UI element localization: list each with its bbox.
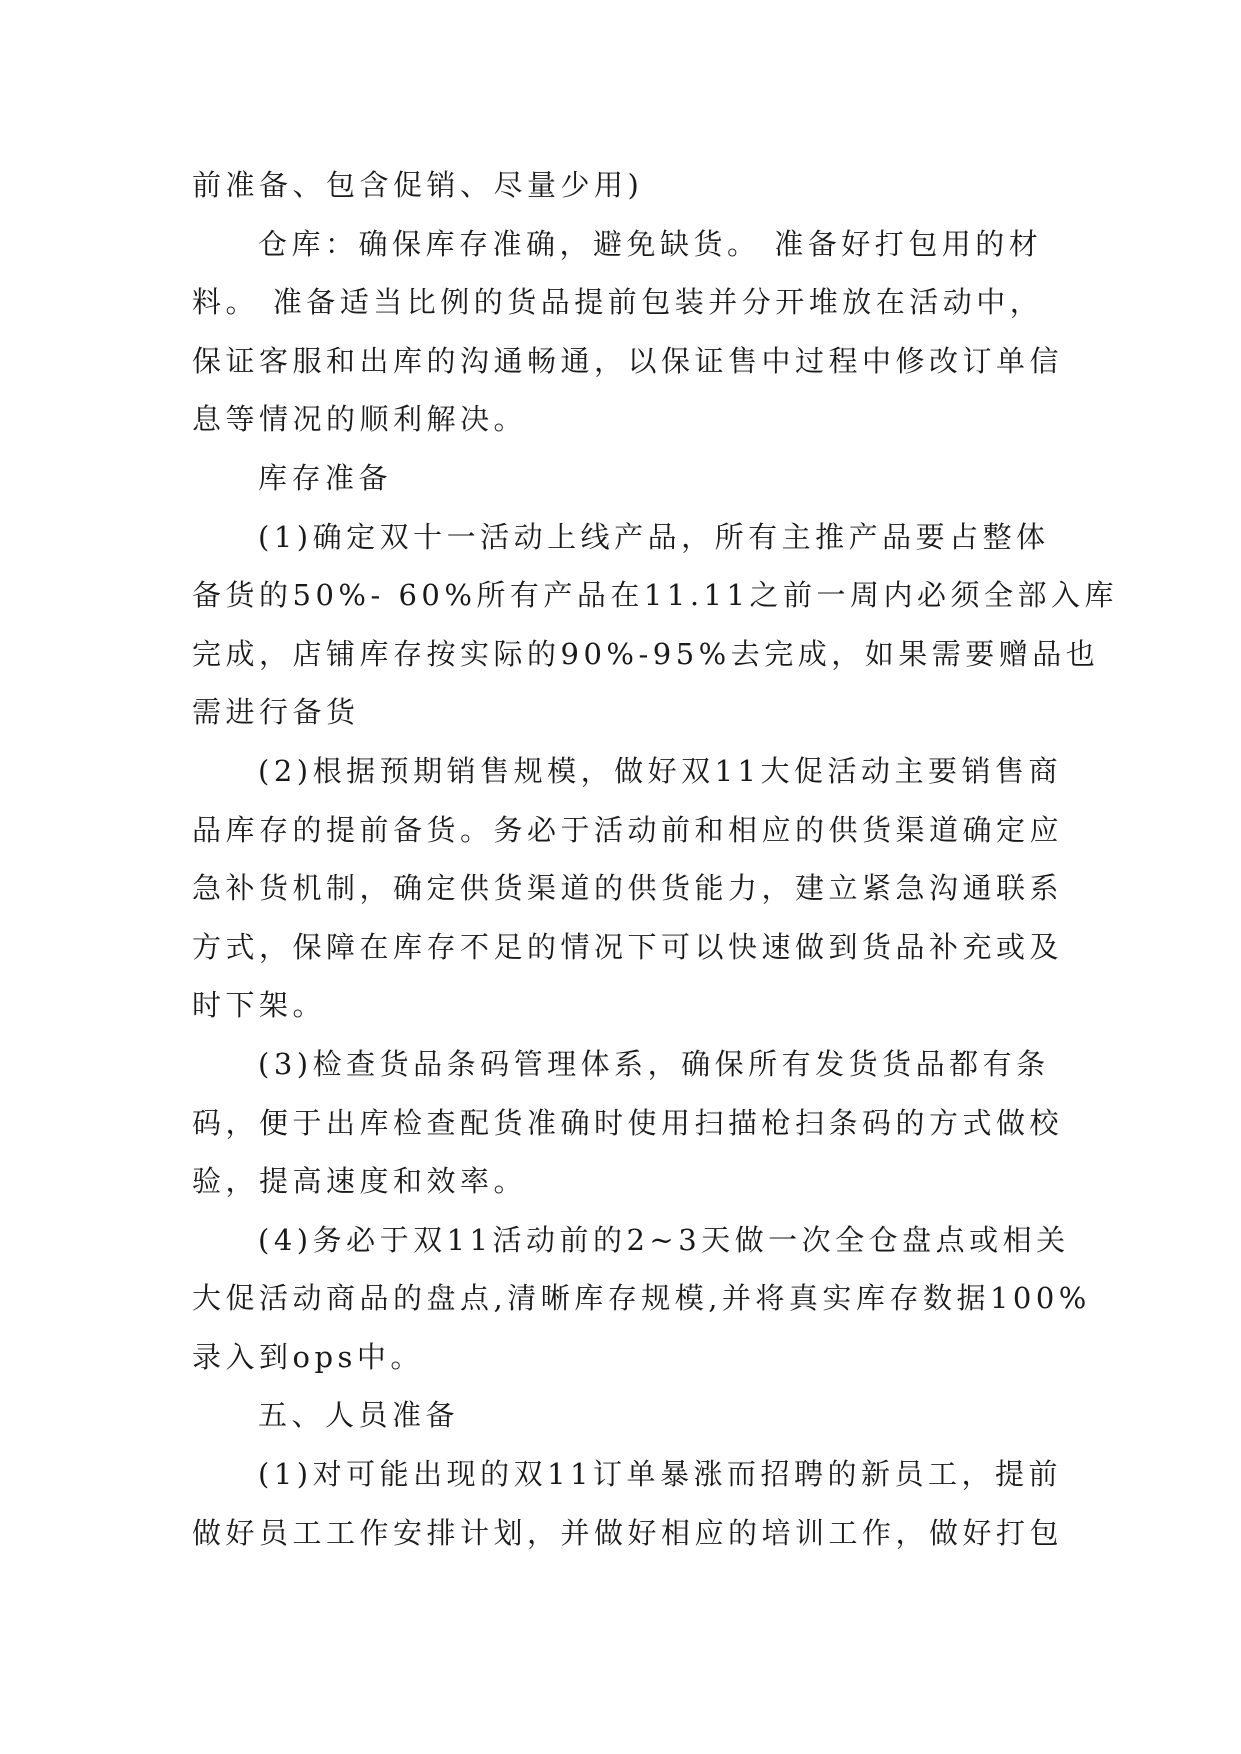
text-line: 备货的50%- 60%所有产品在11.11之前一周内必须全部入库 <box>192 578 1118 613</box>
text-line: (1)对可能出现的双11订单暴涨而招聘的新员工，提前 <box>258 1457 1062 1492</box>
text-line: 品库存的提前备货。务必于活动前和相应的供货渠道确定应 <box>192 812 1064 847</box>
text-line: (4)务必于双11活动前的2~3天做一次全仓盘点或相关 <box>258 1222 1070 1257</box>
text-line: (2)根据预期销售规模，做好双11大促活动主要销售商 <box>258 753 1062 788</box>
section-heading: 库存准备 <box>258 460 393 495</box>
text-line: 码，便于出库检查配货准确时使用扫描枪扫条码的方式做校 <box>192 1105 1064 1140</box>
text-line: 急补货机制，确定供货渠道的供货能力，建立紧急沟通联系 <box>192 871 1064 906</box>
text-line: 息等情况的顺利解决。 <box>192 402 528 437</box>
text-line: (1)确定双十一活动上线产品，所有主推产品要占整体 <box>258 519 1050 554</box>
text-line: 大促活动商品的盘点,清晰库存规模,并将真实库存数据100% <box>192 1281 1091 1316</box>
text-line: 需进行备货 <box>192 695 360 730</box>
document-body <box>192 156 1118 1562</box>
section-heading: 五、人员准备 <box>258 1398 460 1433</box>
text-line: 完成，店铺库存按实际的90%-95%去完成，如果需要赠品也 <box>192 636 1100 671</box>
text-line: 保证客服和出库的沟通畅通，以保证售中过程中修改订单信 <box>192 343 1064 378</box>
text-line: 录入到ops中。 <box>192 1339 424 1374</box>
text-line: 前准备、包含促销、尽量少用) <box>192 168 644 202</box>
text-line: 时下架。 <box>192 988 327 1023</box>
text-line: 仓库：确保库存准确，避免缺货。 准备好打包用的材 <box>258 226 1043 261</box>
text-line: 验，提高速度和效率。 <box>192 1164 528 1199</box>
text-line: 方式，保障在库存不足的情况下可以快速做到货品补充或及 <box>192 929 1064 964</box>
text-line: 料。 准备适当比例的货品提前包装并分开堆放在活动中， <box>192 285 1044 320</box>
text-line: 做好员工工作安排计划，并做好相应的培训工作，做好打包 <box>192 1515 1064 1550</box>
text-line: (3)检查货品条码管理体系，确保所有发货货品都有条 <box>258 1046 1050 1081</box>
